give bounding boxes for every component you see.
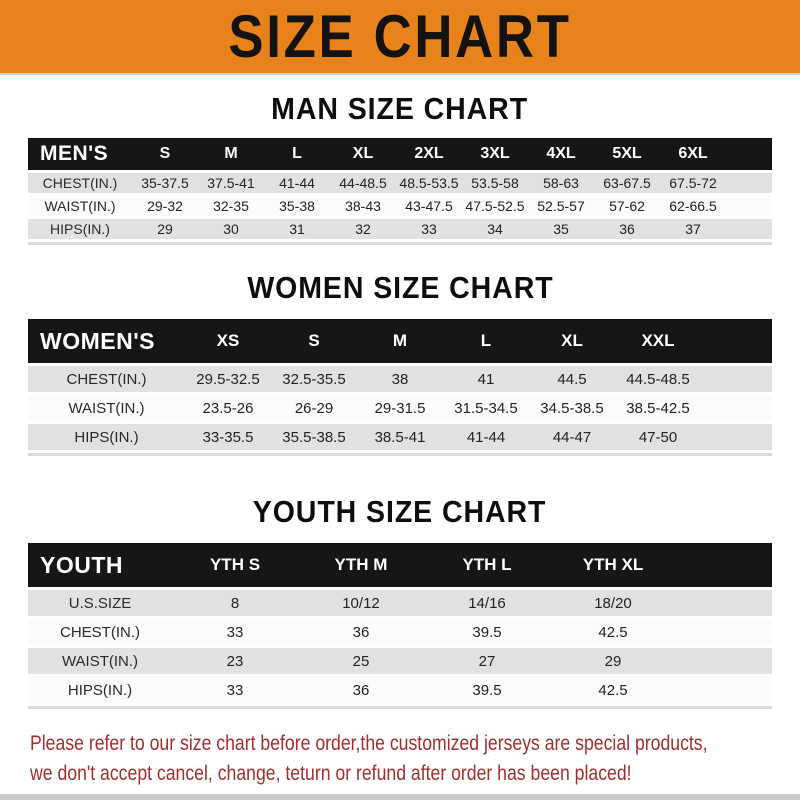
youth-cell-0-3: 18/20 [550, 590, 676, 616]
youth-cell-1-0: 33 [172, 619, 298, 645]
women-cell-0-0: 29.5-32.5 [185, 366, 271, 392]
women-column-header-1: S [271, 319, 357, 363]
youth-row-spacer-1 [676, 619, 772, 645]
youth-row-label-2: WAIST(IN.) [28, 648, 172, 674]
women-size-table [28, 316, 772, 456]
man-cell-1-2: 35-38 [264, 196, 330, 216]
youth-row-spacer-3 [676, 677, 772, 703]
disclaimer-line-1: Please refer to our size chart before order,the customized jerseys are special products, [30, 732, 708, 755]
section-title-women [0, 245, 800, 303]
man-column-header-7: 5XL [594, 138, 660, 170]
youth-size-table [28, 540, 772, 709]
man-cell-2-2: 31 [264, 219, 330, 239]
women-cell-2-2: 38.5-41 [357, 424, 443, 450]
section-title-man [0, 75, 800, 124]
women-cell-2-5: 47-50 [615, 424, 701, 450]
man-table-row-1 [28, 196, 772, 216]
man-row-label-1: WAIST(IN.) [28, 196, 132, 216]
man-size-table [28, 135, 772, 245]
women-table-row-2 [28, 424, 772, 450]
women-cell-0-5: 44.5-48.5 [615, 366, 701, 392]
man-header-spacer [726, 138, 772, 170]
man-cell-2-6: 35 [528, 219, 594, 239]
youth-cell-2-2: 27 [424, 648, 550, 674]
women-column-header-3: L [443, 319, 529, 363]
man-cell-2-7: 36 [594, 219, 660, 239]
women-row-label-0: CHEST(IN.) [28, 366, 185, 392]
youth-header-label: YOUTH [28, 543, 172, 587]
man-column-header-6: 4XL [528, 138, 594, 170]
section-title-text-man: MAN SIZE CHART [271, 91, 529, 126]
youth-row-label-3: HIPS(IN.) [28, 677, 172, 703]
bottom-edge-strip [0, 794, 800, 800]
women-cell-1-4: 34.5-38.5 [529, 395, 615, 421]
man-row-spacer-1 [726, 196, 772, 216]
man-cell-1-8: 62-66.5 [660, 196, 726, 216]
man-cell-2-3: 32 [330, 219, 396, 239]
section-title-text-women: WOMEN SIZE CHART [246, 270, 554, 305]
man-cell-0-8: 67.5-72 [660, 173, 726, 193]
man-row-label-2: HIPS(IN.) [28, 219, 132, 239]
man-cell-1-0: 29-32 [132, 196, 198, 216]
youth-cell-1-1: 36 [298, 619, 424, 645]
women-cell-0-4: 44.5 [529, 366, 615, 392]
youth-table-row-1 [28, 619, 772, 645]
youth-cell-1-3: 42.5 [550, 619, 676, 645]
disclaimer [30, 729, 800, 789]
women-row-label-2: HIPS(IN.) [28, 424, 185, 450]
section-man [0, 75, 800, 245]
man-cell-1-3: 38-43 [330, 196, 396, 216]
size-chart-sections [0, 75, 800, 709]
man-cell-0-7: 63-67.5 [594, 173, 660, 193]
youth-table-row-0 [28, 590, 772, 616]
women-row-spacer-0 [701, 366, 772, 392]
youth-column-header-0: YTH S [172, 543, 298, 587]
man-column-header-0: S [132, 138, 198, 170]
youth-cell-0-0: 8 [172, 590, 298, 616]
man-cell-0-2: 41-44 [264, 173, 330, 193]
disclaimer-line-2: we don't accept cancel, change, teturn or refund after order has been placed! [30, 762, 632, 785]
banner-title: SIZE CHART [228, 2, 572, 70]
women-header-label: WOMEN'S [28, 319, 185, 363]
youth-column-header-2: YTH L [424, 543, 550, 587]
women-column-header-4: XL [529, 319, 615, 363]
man-cell-1-5: 47.5-52.5 [462, 196, 528, 216]
youth-row-label-1: CHEST(IN.) [28, 619, 172, 645]
women-row-spacer-1 [701, 395, 772, 421]
youth-column-header-1: YTH M [298, 543, 424, 587]
women-table-row-0 [28, 366, 772, 392]
man-cell-2-4: 33 [396, 219, 462, 239]
man-cell-0-0: 35-37.5 [132, 173, 198, 193]
man-table-row-0 [28, 173, 772, 193]
women-row-label-1: WAIST(IN.) [28, 395, 185, 421]
man-header-label: MEN'S [28, 138, 132, 170]
women-cell-0-1: 32.5-35.5 [271, 366, 357, 392]
section-women [0, 245, 800, 456]
man-cell-0-1: 37.5-41 [198, 173, 264, 193]
man-column-header-5: 3XL [462, 138, 528, 170]
man-cell-1-4: 43-47.5 [396, 196, 462, 216]
women-column-header-0: XS [185, 319, 271, 363]
man-row-spacer-0 [726, 173, 772, 193]
women-cell-1-1: 26-29 [271, 395, 357, 421]
women-header-spacer [701, 319, 772, 363]
youth-cell-3-1: 36 [298, 677, 424, 703]
section-title-youth [0, 456, 800, 527]
women-cell-0-2: 38 [357, 366, 443, 392]
youth-cell-3-2: 39.5 [424, 677, 550, 703]
youth-column-header-3: YTH XL [550, 543, 676, 587]
women-table-row-1 [28, 395, 772, 421]
women-cell-1-2: 29-31.5 [357, 395, 443, 421]
women-cell-2-1: 35.5-38.5 [271, 424, 357, 450]
women-cell-1-0: 23.5-26 [185, 395, 271, 421]
man-cell-0-6: 58-63 [528, 173, 594, 193]
man-cell-2-8: 37 [660, 219, 726, 239]
youth-table-row-3 [28, 677, 772, 703]
man-column-header-2: L [264, 138, 330, 170]
youth-cell-2-1: 25 [298, 648, 424, 674]
man-table-row-2 [28, 219, 772, 239]
youth-cell-3-0: 33 [172, 677, 298, 703]
man-cell-1-7: 57-62 [594, 196, 660, 216]
banner [0, 0, 800, 75]
man-cell-1-1: 32-35 [198, 196, 264, 216]
women-cell-0-3: 41 [443, 366, 529, 392]
man-cell-2-5: 34 [462, 219, 528, 239]
youth-row-spacer-0 [676, 590, 772, 616]
women-cell-2-3: 41-44 [443, 424, 529, 450]
man-cell-2-0: 29 [132, 219, 198, 239]
youth-row-label-0: U.S.SIZE [28, 590, 172, 616]
man-column-header-3: XL [330, 138, 396, 170]
women-row-spacer-2 [701, 424, 772, 450]
youth-header-spacer [676, 543, 772, 587]
women-column-header-5: XXL [615, 319, 701, 363]
women-column-header-2: M [357, 319, 443, 363]
man-column-header-4: 2XL [396, 138, 462, 170]
youth-cell-0-1: 10/12 [298, 590, 424, 616]
women-cell-1-3: 31.5-34.5 [443, 395, 529, 421]
man-cell-0-3: 44-48.5 [330, 173, 396, 193]
women-cell-1-5: 38.5-42.5 [615, 395, 701, 421]
man-cell-0-4: 48.5-53.5 [396, 173, 462, 193]
youth-row-spacer-2 [676, 648, 772, 674]
man-cell-2-1: 30 [198, 219, 264, 239]
youth-cell-1-2: 39.5 [424, 619, 550, 645]
section-title-text-youth: YOUTH SIZE CHART [253, 494, 547, 529]
man-cell-0-5: 53.5-58 [462, 173, 528, 193]
man-header-row [28, 138, 772, 170]
youth-cell-2-0: 23 [172, 648, 298, 674]
youth-cell-0-2: 14/16 [424, 590, 550, 616]
youth-table-row-2 [28, 648, 772, 674]
man-column-header-8: 6XL [660, 138, 726, 170]
women-cell-2-4: 44-47 [529, 424, 615, 450]
women-header-row [28, 319, 772, 363]
man-cell-1-6: 52.5-57 [528, 196, 594, 216]
man-row-spacer-2 [726, 219, 772, 239]
man-row-label-0: CHEST(IN.) [28, 173, 132, 193]
youth-cell-3-3: 42.5 [550, 677, 676, 703]
section-youth [0, 456, 800, 709]
man-column-header-1: M [198, 138, 264, 170]
women-cell-2-0: 33-35.5 [185, 424, 271, 450]
youth-cell-2-3: 29 [550, 648, 676, 674]
youth-header-row [28, 543, 772, 587]
